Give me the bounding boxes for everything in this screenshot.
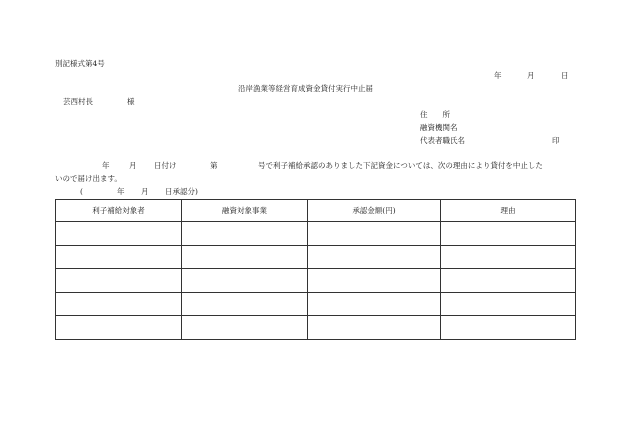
addressee-honorific: 様 <box>127 97 135 106</box>
table-cell[interactable] <box>308 222 441 246</box>
date-year: 年 <box>494 71 502 80</box>
table-cell[interactable] <box>182 222 308 246</box>
approval-month: 月 <box>141 187 149 196</box>
body-line-2: いので届け出ます。 <box>55 174 122 183</box>
approval-open-paren: ( <box>80 187 83 196</box>
table-cell[interactable] <box>56 269 182 293</box>
table-cell[interactable] <box>308 292 441 316</box>
table-cell[interactable] <box>441 316 576 340</box>
table-cell[interactable] <box>56 292 182 316</box>
table-cell[interactable] <box>182 269 308 293</box>
table-row <box>56 292 576 316</box>
form-number: 別記様式第4号 <box>55 59 105 68</box>
table-header-row <box>56 200 576 222</box>
addressee-name: 芸西村長 <box>63 97 93 106</box>
table-row <box>56 269 576 293</box>
table-cell[interactable] <box>182 245 308 269</box>
document-title: 沿岸漁業等経営育成資金貸付実行中止届 <box>238 84 373 93</box>
body-year: 年 <box>102 161 110 170</box>
table-cell[interactable] <box>56 245 182 269</box>
seal-mark: 印 <box>552 136 560 145</box>
body-month: 月 <box>129 161 137 170</box>
header-approved-amount: 承認金額(円) <box>308 200 441 222</box>
date-month: 月 <box>527 71 535 80</box>
body-day-suffix: 日付け <box>154 161 177 170</box>
table-cell[interactable] <box>182 292 308 316</box>
header-reason: 理由 <box>441 200 576 222</box>
table-cell[interactable] <box>56 222 182 246</box>
table-row <box>56 245 576 269</box>
table-cell[interactable] <box>441 292 576 316</box>
date-day: 日 <box>561 71 569 80</box>
table-row <box>56 316 576 340</box>
table-cell[interactable] <box>308 269 441 293</box>
header-financed-project: 融資対象事業 <box>182 200 308 222</box>
subsidy-table <box>55 199 576 340</box>
representative-label: 代表者職氏名 <box>420 136 465 145</box>
table-cell[interactable] <box>441 269 576 293</box>
institution-label: 融資機関名 <box>420 123 458 132</box>
table-cell[interactable] <box>441 222 576 246</box>
table-cell[interactable] <box>56 316 182 340</box>
table-cell[interactable] <box>441 245 576 269</box>
approval-year: 年 <box>117 187 125 196</box>
approval-rest: 日承認分) <box>165 187 198 196</box>
table-cell[interactable] <box>308 245 441 269</box>
table-row <box>56 222 576 246</box>
body-line1-rest: 号で利子補給承認のありました下記資金については、次の理由により貸付を中止した <box>258 161 543 170</box>
table-cell[interactable] <box>308 316 441 340</box>
address-label: 住 所 <box>420 110 450 119</box>
header-subsidy-recipient: 利子補給対象者 <box>56 200 182 222</box>
body-dai: 第 <box>210 161 218 170</box>
table-cell[interactable] <box>182 316 308 340</box>
